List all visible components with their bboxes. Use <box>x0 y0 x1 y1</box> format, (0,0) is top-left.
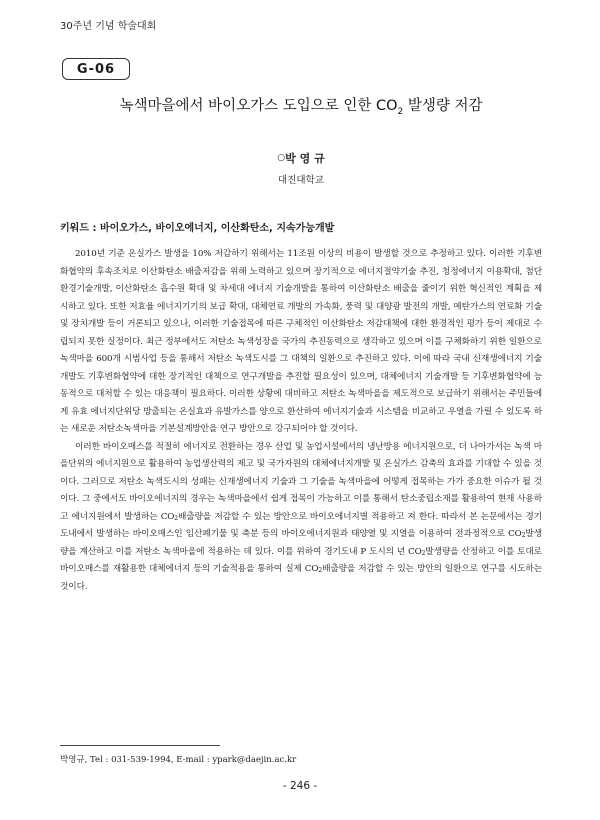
paragraph-2-part-d: 발생량을 산정하고 이를 토대로 바이오매스를 재활용한 대체에너지 등의 기술적용을 통하여 실제 CO <box>60 546 542 574</box>
paragraph-2 <box>60 439 542 597</box>
author-line <box>60 150 542 166</box>
keywords: 키워드 : 바이오가스, 바이오에너지, 이산화탄소, 지속가능개발 <box>60 223 335 234</box>
author-name: 박 영 규 <box>285 152 325 165</box>
co2-subscript: 2 <box>174 514 178 522</box>
paragraph-1: 2010년 기준 온실가스 발생을 10% 저감하기 위해서는 11조원 이상의 비용이 발생할 것으로 추정하고 있다. 이러한 기후변화협약의 후속조치로 이산화탄소 배출저감을 위해 노력하고 있으며 장기적으로 에너지절약기술 추진, 청정에너지 이용확대, 첨단 환경기술개발, 이산화탄소 흡수원 확대 및 차세대 에너지 기술개발을 통하여 이산화탄소 배출을 줄이기 위한 혁신적인 계획을 제시하고 있다. 또한 저효율 에너지기기의 보급 확대, 대체연료 개발의 가속화, 풍력 및 대양광 발전의 개발, 메탄가스의 연료화 기술 및 장치개발 등이 거론되고 있으나, 이러한 기술접목에 따른 구체적인 이산화탄소 저감대책에 대한 환경적인 평가 등이 제대로 수립되지 못한 실정이다. 최근 정부에서도 저탄소 녹색성장을 국가의 추진동력으로 생각하고 있으며 이를 구체화하기 위한 일환으로 녹색마을 600개 시범사업 등을 통해서 저탄소 녹색도시를 그 대책의 일환으로 추진하고 있다. 이에 따라 국내 신재생에너지 기술개발도 기후변화협약에 대한 장기적인 대책으로 연구개발을 추진할 필요성이 있으며, 대체에너지 기술개발 등 기후변화협약에 능동적으로 대처할 수 있는 대응책이 필요하다. 이러한 상황에 대비하고 저탄소 녹색마을을 제도적으로 보급하기 위해서는 주민들에게 유효 에너지단위당 방출되는 온실효과 유발가스를 양으로 환산하여 에너지기술과 시스템을 비교하고 우열을 가릴 수 있도록 하는 새로운 저탄소녹색마을 기본설계방안을 연구 방안으로 강구되어야 할 것이다. <box>60 249 542 434</box>
session-code-badge <box>62 58 130 80</box>
paragraph-2-part-a: 이러한 바이오매스를 적절히 에너지로 전환하는 경우 산업 및 농업시설에서의 냉난방용 에너지원으로, 더 나아가서는 녹색 마을단위의 에너지원으로 활용하여 농업생산력의 제고 및 국가자원의 대체에너지개발 및 온실가스 감축의 효과를 기대할 수 있을 것이다. 그러므로 저탄소 녹색도시의 성패는 신재생에너지 기술과 그 기술을 녹색마을에 어떻게 접목하는 가가 중요한 이슈가 될 것이다. 그 중에서도 바이오에너지의 경우는 녹색마을에서 쉽게 접목이 가능하고 이를 통해서 탄소중립소재를 활용하여 현재 사용하고 에너지원에서 발생하는 CO <box>60 441 542 522</box>
title-prefix: 녹색마을에서 바이오가스 도입으로 인한 CO <box>119 98 398 114</box>
footnote: 박영규, Tel : 031-539-1994, E-mail : ypark@daejin.ac.kr <box>60 755 297 765</box>
paragraph-2-part-c: 발생량을 계산하고 이를 저탄소 녹색마을에 적용하는 데 있다. 이를 위하여 경기도내 P 도시의 년 CO <box>60 529 542 557</box>
footnote-divider <box>60 745 220 746</box>
session-code: G-06 <box>76 61 116 77</box>
co2-subscript: 2 <box>318 567 323 574</box>
affiliation: 대진대학교 <box>278 175 324 186</box>
conference-header: 30주년 기념 학술대회 <box>60 21 157 32</box>
abstract-body <box>60 246 542 596</box>
title-suffix: 발생량 저감 <box>403 98 483 114</box>
presenter-mark: ○ <box>277 153 286 163</box>
paragraph-2-part-b: 배출량을 저감할 수 있는 방안으로 바이오에너지별 적용하고 져 한다. 따라서 본 논문에서는 경기도내에서 발생하는 바이오매스인 임산폐기물 및 축분 등의 바이오에너지원과 태양열 및 지열을 이용하여 전과정적으로 CO <box>60 511 542 539</box>
page-number: - 246 - <box>282 780 318 792</box>
paragraph-2-part-e: 배출량을 저감할 수 있는 방안의 일환으로 연구를 시도하는 것이다. <box>60 564 542 592</box>
paper-title <box>60 94 542 117</box>
title-subscript: 2 <box>397 106 404 117</box>
co2-subscript: 2 <box>421 549 426 557</box>
co2-subscript: 2 <box>521 532 526 539</box>
